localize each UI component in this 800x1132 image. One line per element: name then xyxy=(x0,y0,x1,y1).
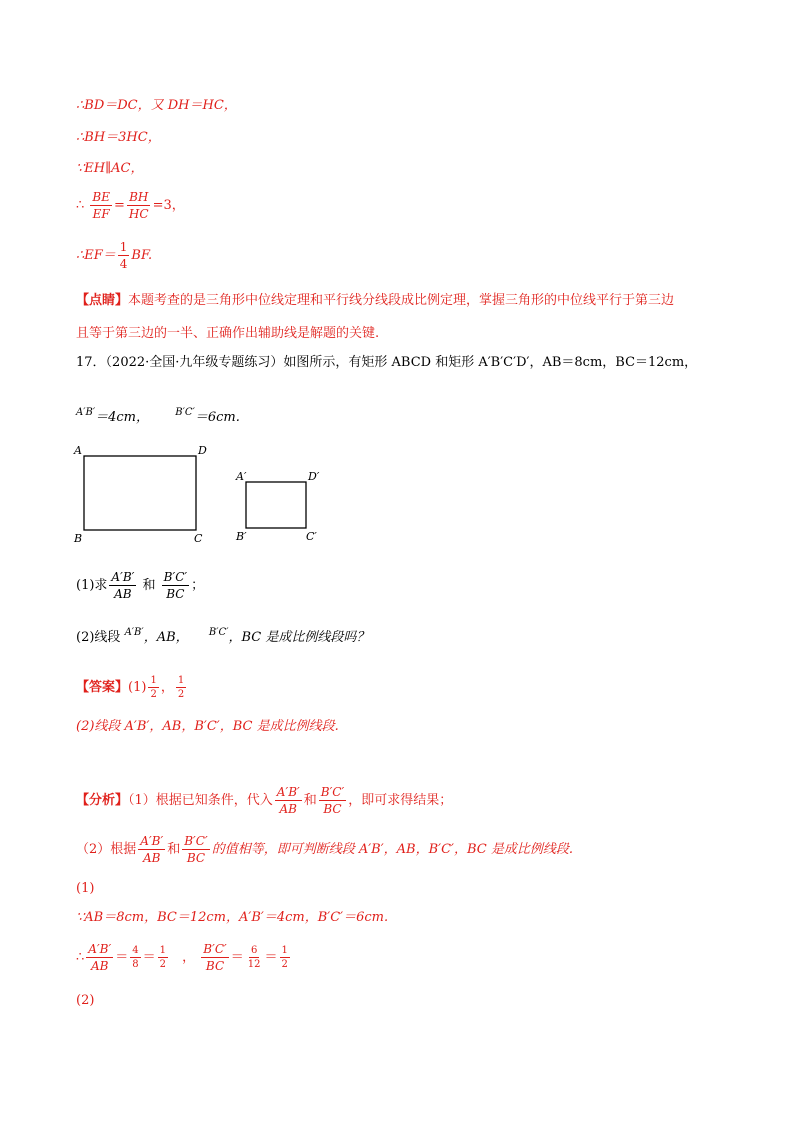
problem-statement: 17．（2022·全国·九年级专题练习）如图所示，有矩形 ABCD 和矩形 A′B′C′D′，AB＝8cm，BC＝12cm， xyxy=(76,355,698,370)
vertex-c: C xyxy=(194,532,203,545)
solution-part-2: (2) xyxy=(76,993,95,1008)
analysis-line-2: （2）根据 $\frac{A'B'}{AB}$ 和 $\frac{B'C'}{BC}$ 的值相等，即可判断线段 A′B′，AB，B′C′，BC 是成比例线段. xyxy=(76,834,574,865)
calc-fraction-f: $\frac{1}{2}$ xyxy=(281,945,288,970)
proof-line-2: ∴BH＝3HC， xyxy=(76,130,161,145)
calc-fraction-b: $\frac{4}{8}$ xyxy=(132,945,139,970)
fraction-one-quarter: $\frac{1}{4}$ xyxy=(119,240,128,271)
solution-given: ∵AB＝8cm，BC＝12cm，A′B′＝4cm，B′C′＝6cm. xyxy=(76,910,389,925)
vertex-b: B xyxy=(74,532,83,545)
calc-fraction-e: $\frac{6}{12}$ xyxy=(247,945,261,970)
answer-line-2: (2)线段 A′B′，AB，B′C′，BC 是成比例线段. xyxy=(76,719,339,734)
proof-line-1: ∴BD＝DC，又 DH＝HC， xyxy=(76,98,237,113)
answer-tag: 【答案】 xyxy=(76,680,129,695)
fraction-bpcp-bc: $\frac{B'C'}{BC}$ xyxy=(163,570,188,601)
fraction-apbp-ab: $\frac{A'B'}{AB}$ xyxy=(111,570,135,601)
comment-tag: 【点睛】 xyxy=(76,293,129,308)
answer-line-1: 【答案】(1) $\frac{1}{2}$ ， $\frac{1}{2}$ xyxy=(76,675,185,700)
rectangle-abcd xyxy=(84,456,196,530)
vertex-a: A xyxy=(74,444,82,457)
vertex-c-prime: C′ xyxy=(306,530,317,543)
calc-fraction-d: $\frac{B'C'}{BC}$ xyxy=(203,942,227,973)
solution-calc: ∴ $\frac{A'B'}{AB}$ ＝ $\frac{4}{8}$ ＝ $\frac{1}{2}$ ， $\frac{B'C'}{BC}$ ＝ $\frac{6}{12}$ ＝ $\frac{1}{2}$ xyxy=(76,942,288,973)
solution-part-1: (1) xyxy=(76,881,95,896)
proof-line-4: ∴ $\frac{BE}{EF}$ = $\frac{BH}{HC}$ =3， xyxy=(76,190,185,221)
comment-line-2: 且等于第三边的一半、正确作出辅助线是解题的关键. xyxy=(76,326,380,341)
therefore-symbol: ∴ xyxy=(76,198,85,213)
answer-fraction-2: $\frac{1}{2}$ xyxy=(177,675,185,700)
vertex-b-prime: B′ xyxy=(236,530,247,543)
calc-fraction-a: $\frac{A'B'}{AB}$ xyxy=(88,942,112,973)
answer-fraction-1: $\frac{1}{2}$ xyxy=(150,675,157,700)
analysis-fraction-3: $\frac{A'B'}{AB}$ xyxy=(140,834,164,865)
problem-given-line: $^{A'B'}$＝4cm， $^{B'C'}$＝6cm. xyxy=(76,407,240,425)
analysis-tag: 【分析】 xyxy=(76,793,129,808)
proof-line-3: ∵EH∥AC， xyxy=(76,161,144,176)
question-1: (1)求 $\frac{A'B'}{AB}$ 和 $\frac{B'C'}{BC}$ ； xyxy=(76,570,205,601)
vertex-d-prime: D′ xyxy=(308,470,320,483)
vertex-a-prime: A′ xyxy=(236,470,247,483)
comment-line-1: 【点睛】本题考查的是三角形中位线定理和平行线分线段成比例定理，掌握三角形的中位线平行于第三边 xyxy=(76,293,675,308)
vertex-d: D xyxy=(198,444,207,457)
analysis-fraction-1: $\frac{A'B'}{AB}$ xyxy=(276,785,300,816)
analysis-fraction-2: $\frac{B'C'}{BC}$ xyxy=(320,785,345,816)
rectangle-abcd-prime xyxy=(246,482,306,528)
analysis-line-1: 【分析】（1）根据已知条件，代入 $\frac{A'B'}{AB}$ 和 $\frac{B'C'}{BC}$ ，即可求得结果； xyxy=(76,785,453,816)
fraction-be-ef: $\frac{BE}{EF}$ xyxy=(92,190,110,221)
question-2: (2)线段 $^{A'B'}$，AB， $^{B'C'}$，BC 是成比例线段吗？ xyxy=(76,627,370,645)
proof-line-5: ∴EF＝ $\frac{1}{4}$ BF. xyxy=(76,240,153,271)
fraction-bh-hc: $\frac{BH}{HC}$ xyxy=(128,190,149,221)
analysis-fraction-4: $\frac{B'C'}{BC}$ xyxy=(184,834,208,865)
rectangles-figure xyxy=(70,440,340,550)
calc-fraction-c: $\frac{1}{2}$ xyxy=(159,945,166,970)
